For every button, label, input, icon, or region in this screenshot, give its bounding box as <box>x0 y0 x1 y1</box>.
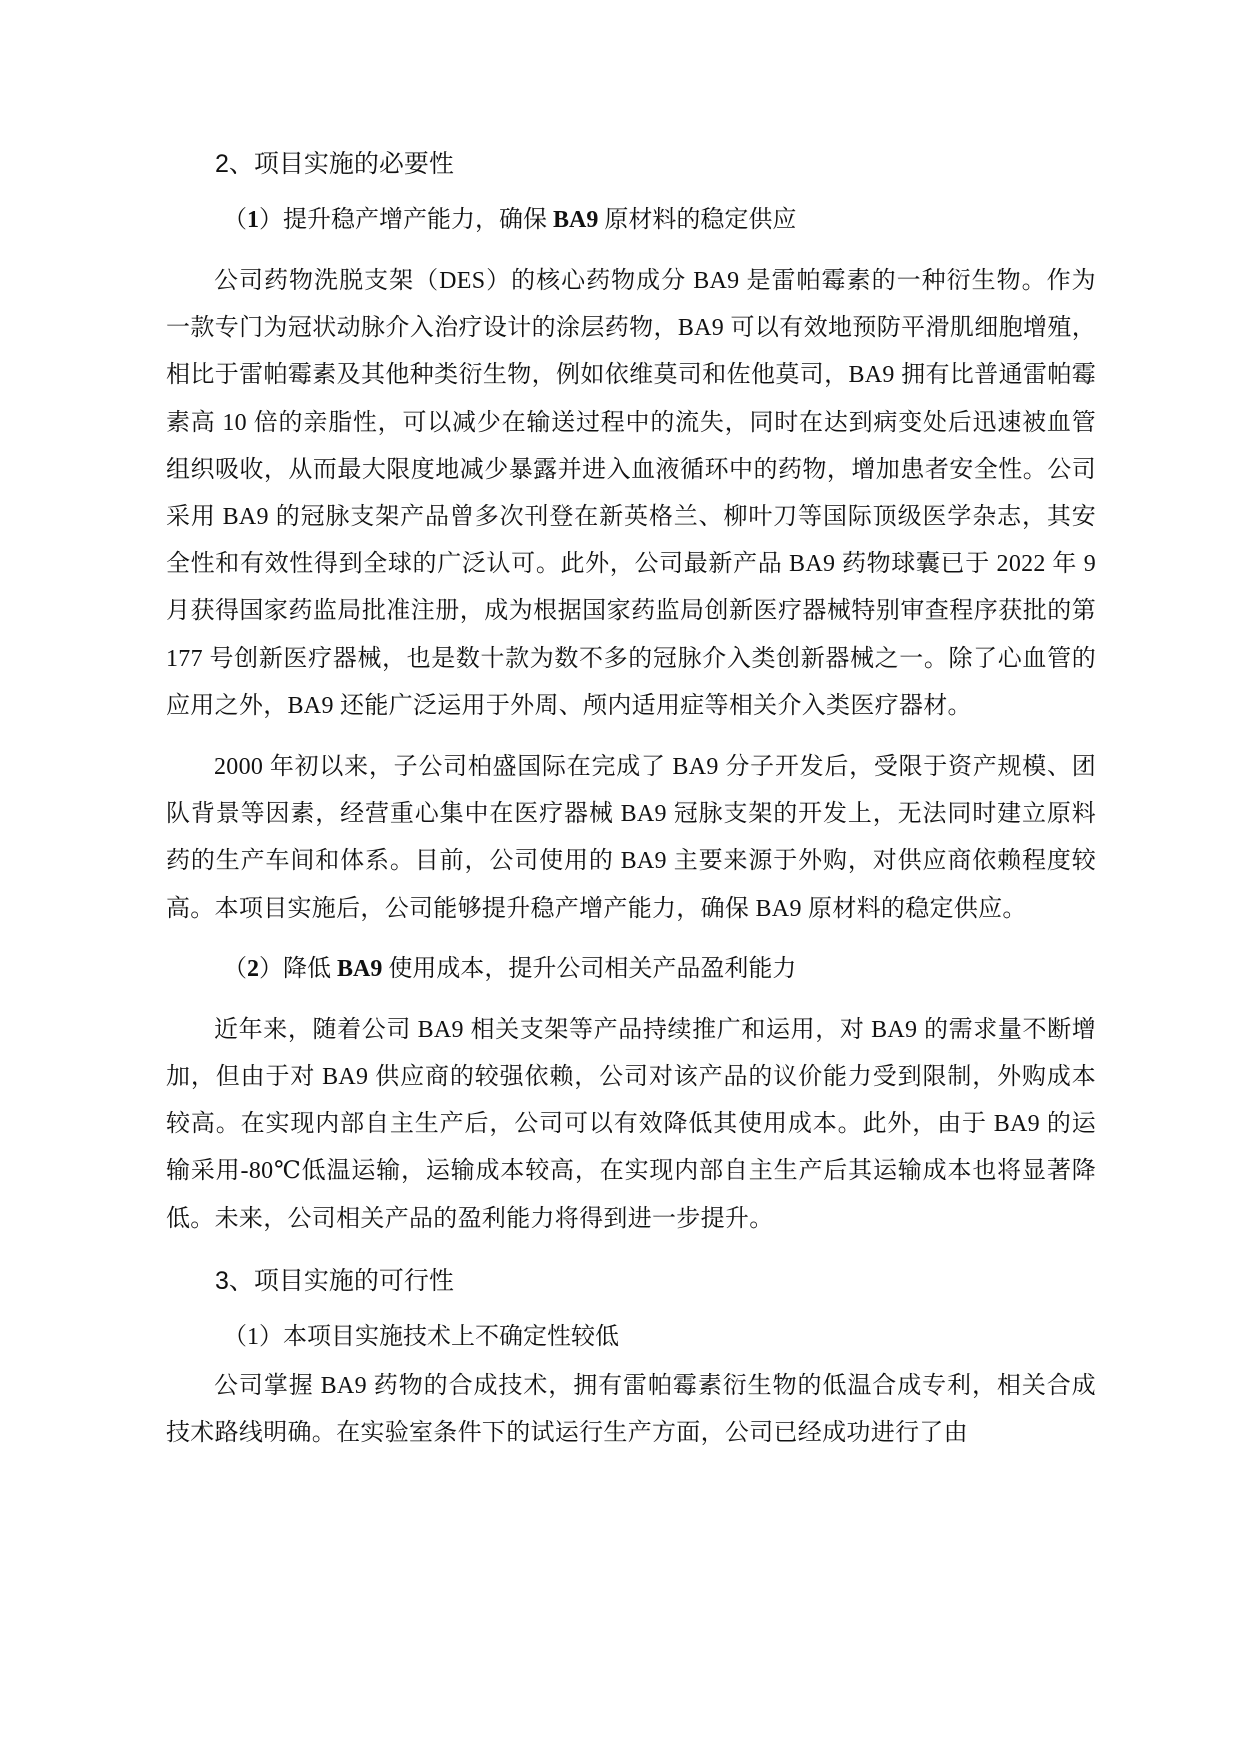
subsection-heading-stable-supply <box>223 198 1096 242</box>
subheading-paren-open: （ <box>223 207 247 233</box>
subheading-text-end: 使用成本，提升公司相关产品盈利能力 <box>382 955 797 982</box>
subheading-text-end: 原材料的稳定供应 <box>598 207 797 233</box>
subsection-heading-cost <box>223 947 1096 991</box>
subheading-number: 2 <box>247 955 259 982</box>
subsection-heading-technology: （1）本项目实施技术上不确定性较低 <box>223 1323 619 1350</box>
subheading-ba9: BA9 <box>337 955 383 982</box>
paragraph-cost-reduction: 近年来，随着公司 BA9 相关支架等产品持续推广和运用，对 BA9 的需求量不断增加，但由于对 BA9 供应商的较强依赖，公司对该产品的议价能力受到限制，外购成本较高。在实现内部自主生产后，公司可以有效降低其使用成本。此外，由于 BA9 的运输采用-80℃低温运输，运输成本较高，在实现内部自主生产后其运输成本也将显著降低。未来，公司相关产品的盈利能力将得到进一步提升。 <box>166 1016 1096 1232</box>
paragraph-ba9-history: 2000 年初以来，子公司柏盛国际在完成了 BA9 分子开发后，受限于资产规模、团队背景等因素，经营重心集中在医疗器械 BA9 冠脉支架的开发上，无法同时建立原料药的生产车间和体系。目前，公司使用的 BA9 主要来源于外购，对供应商依赖程度较高。本项目实施后，公司能够提升稳产增产能力，确保 BA9 原材料的稳定供应。 <box>166 754 1096 922</box>
subheading-text: ）降低 <box>259 955 337 982</box>
paragraph-ba9-description: 公司药物洗脱支架（DES）的核心药物成分 BA9 是雷帕霉素的一种衍生物。作为一款专门为冠状动脉介入治疗设计的涂层药物，BA9 可以有效地预防平滑肌细胞增殖，相比于雷帕霉素及其他种类衍生物，例如依维莫司和佐他莫司，BA9 拥有比普通雷帕霉素高 10 倍的亲脂性，可以减少在输送过程中的流失，同时在达到病变处后迅速被血管组织吸收，从而最大限度地减少暴露并进入血液循环中的药物，增加患者安全性。公司采用 BA9 的冠脉支架产品曾多次刊登在新英格兰、柳叶刀等国际顶级医学杂志，其安全性和有效性得到全球的广泛认可。此外，公司最新产品 BA9 药物球囊已于 2022 年 9 月获得国家药监局批准注册，成为根据国家药监局创新医疗器械特别审查程序获批的第 177 号创新医疗器械，也是数十款为数不多的冠脉介入类创新器械之一。除了心血管的应用之外，BA9 还能广泛运用于外周、颅内适用症等相关介入类医疗器材。 <box>166 268 1096 719</box>
document-body <box>166 140 1096 1471</box>
subheading-text: ）提升稳产增产能力，确保 <box>259 207 553 233</box>
section-heading-feasibility: 3、项目实施的可行性 <box>215 1266 454 1295</box>
subheading-ba9: BA9 <box>553 207 599 233</box>
section-heading-necessity: 2、项目实施的必要性 <box>215 150 454 178</box>
paragraph-synthesis-technology: 公司掌握 BA9 药物的合成技术，拥有雷帕霉素衍生物的低温合成专利，相关合成技术路线明确。在实验室条件下的试运行生产方面，公司已经成功进行了由 <box>166 1372 1096 1447</box>
subheading-paren-open: （ <box>223 955 247 982</box>
subheading-number: 1 <box>247 207 259 233</box>
